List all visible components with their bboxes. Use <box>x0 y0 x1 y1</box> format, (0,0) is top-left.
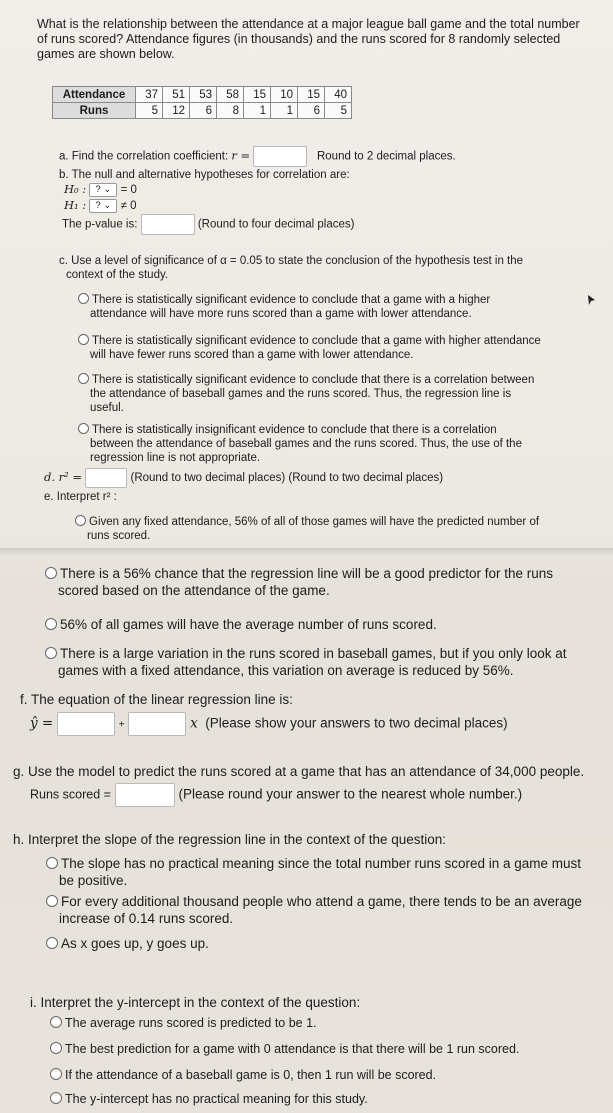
part-e-option[interactable] <box>45 565 553 599</box>
part-e-prompt: e. Interpret r² : <box>44 491 117 503</box>
table-cell: 6 <box>190 103 217 119</box>
table-cell: 37 <box>136 87 163 103</box>
part-d <box>44 468 443 488</box>
option-text: increase of 0.14 runs scored. <box>59 911 234 926</box>
option-text: between the attendance of baseball games and the runs scored. Thus, the use of the <box>90 438 522 450</box>
table-cell: 58 <box>217 87 244 103</box>
option-text: useful. <box>90 402 124 414</box>
radio-button[interactable] <box>50 1068 62 1080</box>
part-g-hint: (Please round your answer to the nearest whole number.) <box>178 786 523 802</box>
part-c-line: context of the study. <box>66 269 169 281</box>
intercept-input[interactable] <box>57 712 115 736</box>
option-text: be positive. <box>59 873 128 888</box>
part-c-option[interactable] <box>78 373 534 415</box>
table-cell: 8 <box>217 103 244 119</box>
option-text: attendance will have more runs scored than a game with lower attendance. <box>90 308 472 320</box>
intro-line: What is the relationship between the attendance at a major league ball game and the total number <box>37 17 580 31</box>
part-a <box>59 146 456 167</box>
pvalue-hint: (Round to four decimal places) <box>197 218 355 231</box>
part-g-prompt: g. Use the model to predict the runs scored at a game that has an attendance of 34,000 people. <box>13 764 585 779</box>
intro-line: of runs scored? Attendance figures (in thousands) and the runs scored for 8 randomly selected <box>37 32 561 46</box>
option-text: games with a fixed attendance, this variation on average is reduced by 56%. <box>58 663 514 678</box>
pvalue-row <box>62 214 354 235</box>
table-cell: 40 <box>325 87 352 103</box>
radio-button[interactable] <box>78 373 89 384</box>
radio-button[interactable] <box>50 1016 62 1028</box>
part-c-option[interactable] <box>78 334 541 362</box>
intro-text <box>37 17 580 62</box>
h0-relation: = 0 <box>120 184 137 196</box>
part-h-prompt: h. Interpret the slope of the regression line in the context of the question: <box>13 832 447 847</box>
mouse-cursor-icon <box>587 293 596 311</box>
option-text: 56% of all games will have the average number of runs scored. <box>60 617 437 632</box>
part-c-option[interactable] <box>78 293 490 321</box>
part-h-option[interactable] <box>46 893 582 927</box>
correlation-input[interactable] <box>253 146 307 167</box>
row-header: Runs <box>53 103 136 119</box>
option-text: runs scored. <box>87 530 151 542</box>
r-squared-label: d. r² = <box>44 470 83 485</box>
part-a-hint: Round to 2 decimal places. <box>316 150 456 163</box>
option-text: There is statistically significant evidence to conclude that there is a correlation between <box>92 374 535 386</box>
pvalue-input[interactable] <box>141 214 195 235</box>
option-text: For every additional thousand people who attend a game, there tends to be an average <box>61 894 582 909</box>
plus-sign: + <box>118 719 125 731</box>
option-text: The best prediction for a game with 0 attendance is that there will be 1 run scored. <box>65 1042 520 1056</box>
option-text: scored based on the attendance of the game. <box>58 583 330 598</box>
radio-button[interactable] <box>75 515 86 526</box>
data-table <box>52 86 352 119</box>
h1-select[interactable]: ? ⌄ <box>89 199 117 213</box>
option-text: There is a 56% chance that the regression line will be a good predictor for the runs <box>60 566 554 581</box>
part-i-option[interactable] <box>50 1016 317 1031</box>
page-fold-shadow <box>0 548 613 556</box>
part-i-prompt: i. Interpret the y-intercept in the context of the question: <box>30 995 361 1010</box>
slope-input[interactable] <box>128 712 186 736</box>
option-text: If the attendance of a baseball game is 0, then 1 run will be scored. <box>65 1068 437 1082</box>
h0-label: H₀ : <box>64 182 87 196</box>
part-c-line: c. Use a level of significance of α = 0.05 to state the conclusion of the hypothesis test in the <box>59 255 524 267</box>
y-hat-label: ŷ = <box>30 715 54 732</box>
part-d-hint: (Round to two decimal places) (Round to two decimal places) <box>130 472 444 485</box>
table-cell: 6 <box>298 103 325 119</box>
radio-button[interactable] <box>78 293 89 304</box>
table-cell: 1 <box>244 103 271 119</box>
part-i-option[interactable] <box>50 1068 436 1083</box>
row-header: Attendance <box>53 87 136 103</box>
r-squared-input[interactable] <box>85 468 127 488</box>
part-c-option[interactable] <box>78 423 522 465</box>
table-cell: 10 <box>271 87 298 103</box>
pvalue-label: The p-value is: <box>62 218 138 231</box>
option-text: There is a large variation in the runs scored in baseball games, but if you only look at <box>60 646 567 661</box>
option-text: There is statistically significant evidence to conclude that a game with higher attendance <box>92 335 541 347</box>
r-variable: r = <box>231 148 251 163</box>
part-i-option[interactable] <box>50 1042 519 1057</box>
table-cell: 15 <box>298 87 325 103</box>
option-text: The y-intercept has no practical meaning for this study. <box>65 1092 368 1106</box>
radio-button[interactable] <box>46 937 58 949</box>
table-cell: 53 <box>190 87 217 103</box>
option-text: As x goes up, y goes up. <box>61 936 209 951</box>
radio-button[interactable] <box>46 857 58 869</box>
radio-button[interactable] <box>45 618 57 630</box>
part-e-option[interactable] <box>45 645 567 679</box>
x-variable: x <box>190 715 198 732</box>
table-cell: 51 <box>163 87 190 103</box>
h0-select[interactable]: ? ⌄ <box>89 183 117 197</box>
runs-scored-label: Runs scored = <box>30 787 111 802</box>
option-text: The average runs scored is predicted to be 1. <box>65 1016 317 1030</box>
h1-label: H₁ : <box>64 198 87 212</box>
part-f-prompt: f. The equation of the linear regression line is: <box>20 692 293 707</box>
table-row <box>53 103 352 119</box>
h1-relation: ≠ 0 <box>120 200 137 212</box>
table-cell: 5 <box>325 103 352 119</box>
radio-button[interactable] <box>46 895 58 907</box>
table-cell: 1 <box>271 103 298 119</box>
table-row <box>53 87 352 103</box>
h1-row <box>64 198 136 213</box>
intro-line: games are shown below. <box>37 47 175 61</box>
h0-row <box>64 182 137 197</box>
option-text: regression line is not appropriate. <box>90 452 261 464</box>
option-text: The slope has no practical meaning since the total number runs scored in a game must <box>61 856 582 871</box>
part-e-option[interactable] <box>45 616 437 633</box>
radio-button[interactable] <box>50 1092 62 1104</box>
radio-button[interactable] <box>78 334 89 345</box>
table-cell: 5 <box>136 103 163 119</box>
option-text: Given any fixed attendance, 56% of all of those games will have the predicted number of <box>89 516 540 528</box>
option-text: will have fewer runs scored than a game with lower attendance. <box>90 349 414 361</box>
part-c-prompt <box>59 254 589 282</box>
part-h-option[interactable] <box>46 855 581 889</box>
part-a-prompt: a. Find the correlation coefficient: <box>59 150 229 163</box>
regression-equation <box>30 712 508 736</box>
radio-button[interactable] <box>78 423 89 434</box>
option-text: There is statistically significant evidence to conclude that a game with a higher <box>92 294 491 306</box>
table-cell: 12 <box>163 103 190 119</box>
part-h-option[interactable] <box>46 935 209 952</box>
part-b-prompt: b. The null and alternative hypotheses for correlation are: <box>59 169 350 181</box>
part-e-option[interactable] <box>75 515 539 543</box>
part-i-option[interactable] <box>50 1092 368 1107</box>
radio-button[interactable] <box>45 647 57 659</box>
radio-button[interactable] <box>45 567 57 579</box>
option-text: the attendance of baseball games and the runs scored. Thus, the regression line is <box>90 388 512 400</box>
runs-scored-input[interactable] <box>115 783 175 807</box>
part-g-row <box>30 783 522 807</box>
option-text: There is statistically insignificant evidence to conclude that there is a correlation <box>92 424 497 436</box>
table-cell: 15 <box>244 87 271 103</box>
radio-button[interactable] <box>50 1042 62 1054</box>
part-f-hint: (Please show your answers to two decimal places) <box>205 715 508 731</box>
